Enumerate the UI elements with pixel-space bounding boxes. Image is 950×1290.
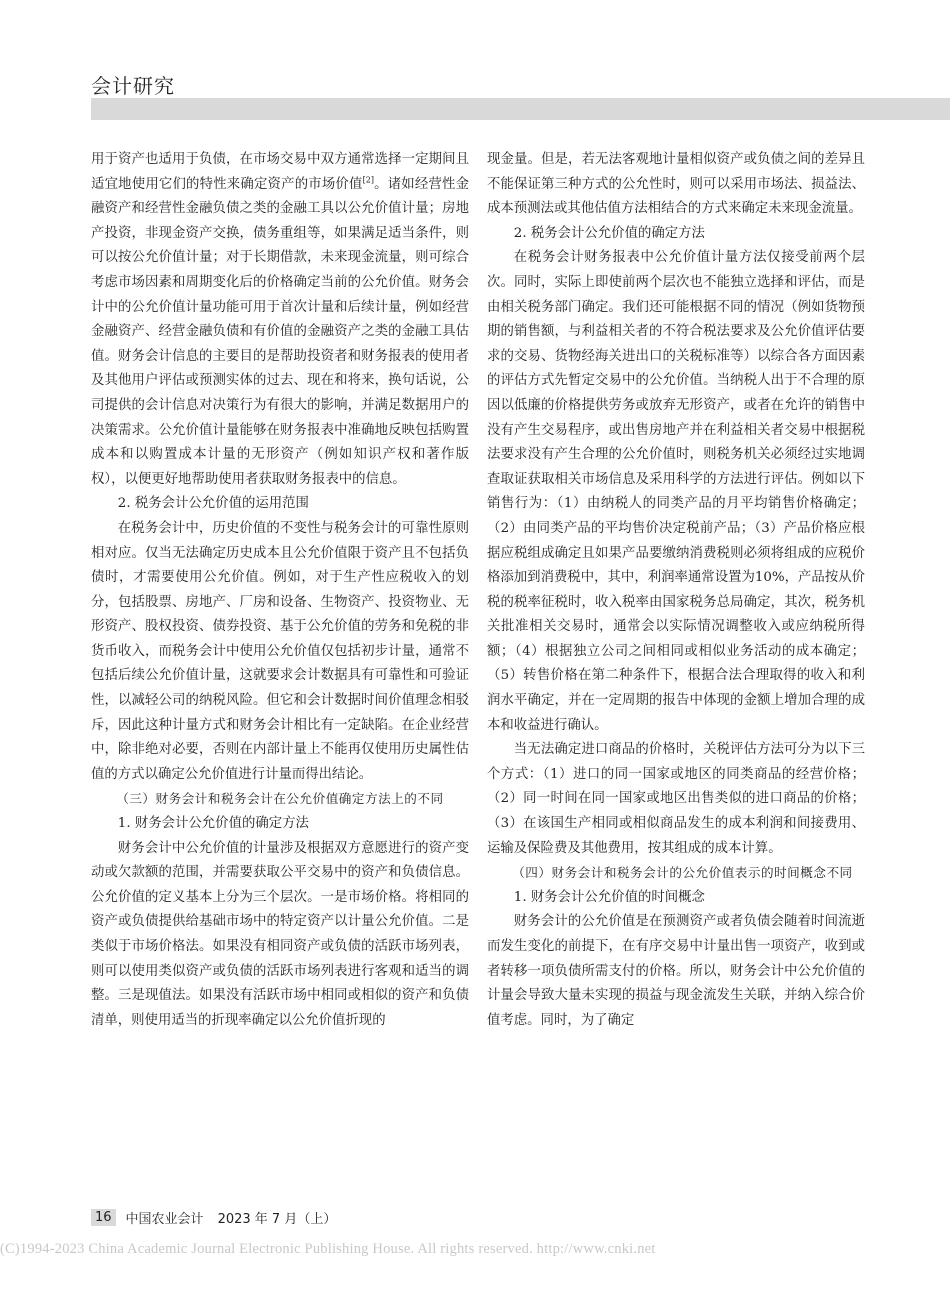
paragraph: 财务会计的公允价值是在预测资产或者负债会随着时间流逝而发生变化的前提下，在有序交易中计量出售一项资产，收到或者转移一项负债所需支付的价格。所以，财务会计中公允价值的计量会导致大量未实现的损益与现金流发生关联，并纳入综合价值考虑。同时，为了确定: [487, 914, 865, 1028]
subsection-heading: 2. 税务会计公允价值的确定方法: [513, 225, 705, 241]
section-heading: （四）财务会计和税务会计的公允价值表示的时间概念不同: [512, 865, 853, 881]
journal-name: 中国农业会计: [125, 1212, 204, 1227]
page-footer: [91, 1208, 336, 1227]
section-title: 会计研究: [91, 74, 175, 98]
copyright-watermark: (C)1994-2023 China Academic Journal Electronic Publishing House. All rights reserved. http://www.cnki.net: [0, 1241, 656, 1257]
subsection-heading: 1. 财务会计公允价值的确定方法: [117, 816, 309, 832]
paragraph: 用于资产也适用于负债，在市场交易中双方通常选择一定期间且适宜地使用它们的特性来确定资产的市场价值[2]。诸如经营性金融资产和经营性金融负债之类的金融工具以公允价值计量；房地产投资，非现金资产交换，债务重组等，如果满足适当条件，则可以按公允价值计量；对于长期借款，未来现金流量，则可综合考虑市场因素和周期变化后的价格确定当前的公允价值。财务会计中的公允价值计量功能可用于首次计量和后续计量，例如经营金融资产、经营金融负债和有价值的金融资产之类的金融工具估值。财务会计信息的主要目的是帮助投资者和财务报表的使用者及其他用户评估或预测实体的过去、现在和将来，换句话说，公司提供的会计信息对决策行为有很大的影响，并满足数据用户的决策需求。公允价值计量能够在财务报表中准确地反映包括购置成本和以购置成本计量的无形资产（例如知识产权和著作版权），以便更好地帮助使用者获取财务报表中的信息。: [91, 152, 470, 487]
left-column: [91, 148, 469, 1033]
section-heading: （三）财务会计和税务会计在公允价值确定方法上的不同: [116, 791, 444, 807]
subsection-heading: 2. 税务会计公允价值的运用范围: [117, 496, 309, 512]
issue-date: 2023 年 7 月（上）: [217, 1212, 337, 1227]
paragraph: 财务会计中公允价值的计量涉及根据双方意愿进行的资产变动或欠款额的范围，并需要获取公平交易中的资产和负债信息。公允价值的定义基本上分为三个层次。一是市场价格。将相同的资产或负债提供给基础市场中的特定资产以计量公允价值。二是类似于市场价格法。如果没有相同资产或负债的活跃市场列表，则可以使用类似资产或负债的活跃市场列表进行客观和适当的调整。三是现值法。如果没有活跃市场中相同或相似的资产和负债清单，则使用适当的折现率确定以公允价值折现的: [91, 840, 469, 1028]
citation-ref: [2]: [362, 175, 374, 185]
paragraph: 当无法确定进口商品的价格时，关税评估方法可分为以下三个方式：（1）进口的同一国家或地区的同类商品的经营价格；（2）同一时间在同一国家或地区出售类似的进口商品的价格；（3）在该国生产相同或相似商品发生的成本利润和间接费用、运输及保险费及其他费用，按其组成的成本计算。: [487, 742, 865, 856]
paragraph: 在税务会计中，历史价值的不变性与税务会计的可靠性原则相对应。仅当无法确定历史成本且公允价值限于资产且不包括负债时，才需要使用公允价值。例如，对于生产性应税收入的划分，包括股票、房地产、厂房和设备、生物资产、投资物业、无形资产、股权投资、债券投资、基于公允价值的劳务和免税的非货币收入，而税务会计中使用公允价值仅包括初步计量，通常不包括后续公允价值计量，这就要求会计数据具有可靠性和可验证性，以减轻公司的纳税风险。但它和会计数据时间价值理念相驳斥，因此这种计量方式和财务会计相比有一定缺陷。在企业经营中，除非绝对必要，否则在内部计量上不能再仅使用历史属性估值的方式以确定公允价值进行计量而得出结论。: [91, 520, 469, 782]
right-column: [487, 148, 865, 1033]
header-bar: [91, 98, 950, 120]
paragraph: 在税务会计财务报表中公允价值计量方法仅接受前两个层次。同时，实际上即使前两个层次也不能独立选择和评估，而是由相关税务部门确定。我们还可能根据不同的情况（例如货物预期的销售额，与利益相关者的不符合税法要求及公允价值评估要求的交易、货物经海关进出口的关税标准等）以综合各方面因素的评估方式先暂定交易中的公允价值。当纳税人出于不合理的原因以低廉的价格提供劳务或放弃无形资产，或者在允许的销售中没有产生交易程序，或出售房地产并在利益相关者交易中根据税法要求没有产生合理的公允价值时，则税务机关必须经过实地调查取证获取相关市场信息及采用科学的方法进行评估。例如以下销售行为：（1）由纳税人的同类产品的月平均销售价格确定；（2）由同类产品的平均售价决定税前产品；（3）产品价格应根据应税组成确定且如果产品要缴纳消费税则必须将组成的应税价格添加到消费税中，其中，利润率通常设置为10%，产品按从价税的税率征税时，收入税率由国家税务总局确定，其次，税务机关批准相关交易时，通常会以实际情况调整收入或应纳税所得额；（4）根据独立公司之间相同或相似业务活动的成本确定；（5）转售价格在第二种条件下，根据合法合理取得的收入和利润水平确定，并在一定周期的报告中体现的金额上增加合理的成本和收益进行确认。: [487, 250, 865, 733]
subsection-heading: 1. 财务会计公允价值的时间概念: [513, 889, 705, 905]
paragraph: 现金量。但是，若无法客观地计量相似资产或负债之间的差异且不能保证第三种方式的公允性时，则可以采用市场法、损益法、成本预测法或其他估值方法相结合的方式来确定未来现金流量。: [487, 152, 865, 217]
page-number: 16: [91, 1209, 116, 1226]
